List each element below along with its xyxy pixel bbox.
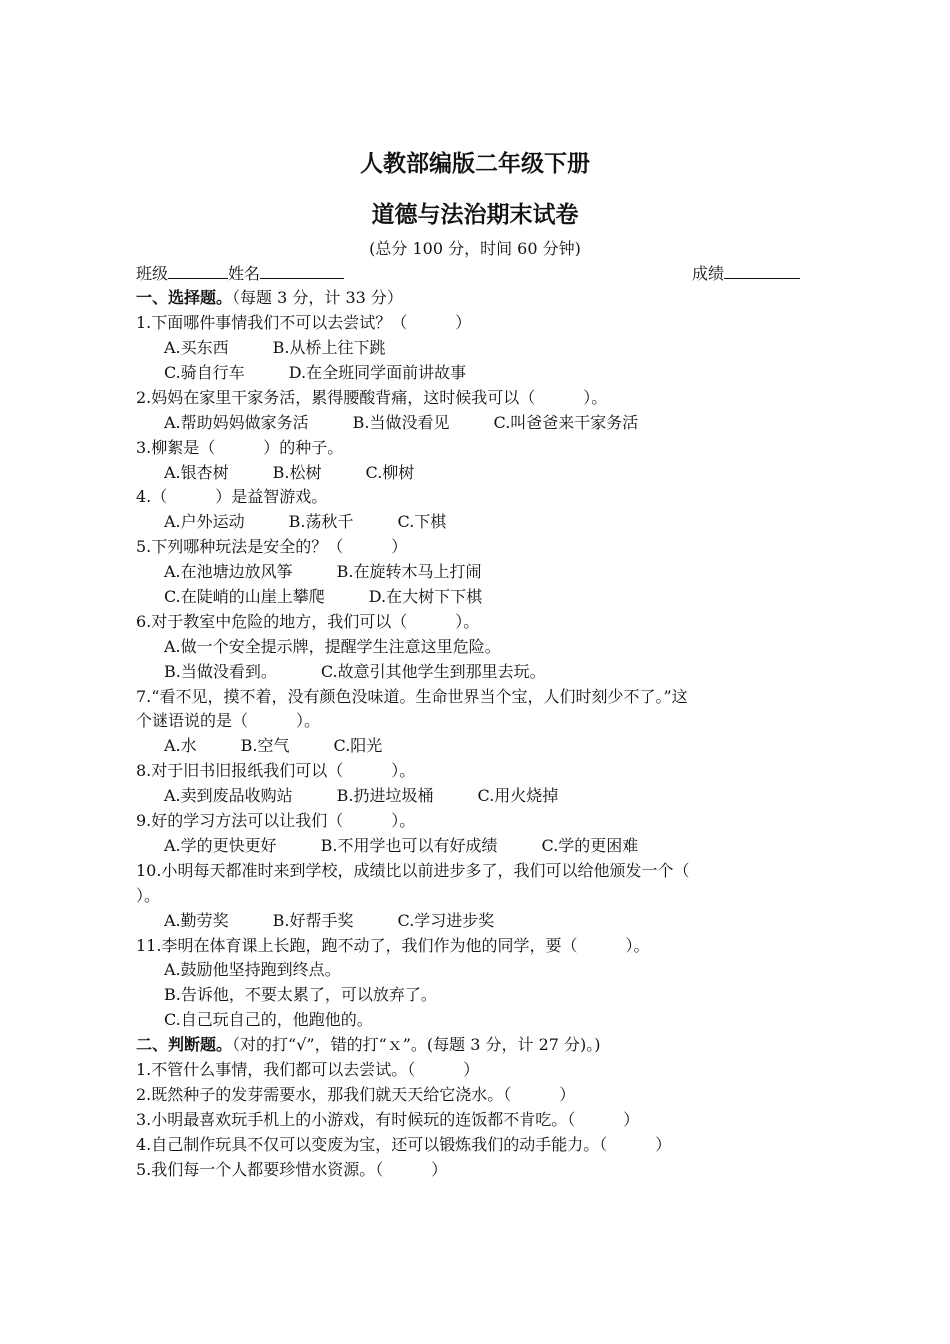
option: B.告诉他，不要太累了，可以放弃了。 [164, 985, 437, 1004]
option: C.在陡峭的山崖上攀爬 [164, 587, 325, 606]
name-label: 姓名 [228, 264, 261, 283]
question-stem: 3.柳絮是（ ）的种子。 [136, 438, 344, 457]
options-row [164, 661, 546, 683]
option: A.学的更快更好 [164, 836, 277, 855]
score-blank [724, 262, 800, 279]
options-row [164, 561, 482, 583]
option: C.学的更困难 [541, 836, 639, 855]
option: C.学习进步奖 [397, 911, 495, 930]
exam-title-line2: 道德与法治期末试卷 [371, 202, 579, 228]
option: A.买东西 [164, 338, 229, 357]
section1-note: （每题 3 分，计 33 分） [232, 288, 403, 307]
option: C.叫爸爸来干家务活 [493, 413, 639, 432]
question-stem: 11.李明在体育课上长跑，跑不动了，我们作为他的同学，要（ ）。 [136, 936, 650, 955]
judgment-item: 1.不管什么事情，我们都可以去尝试。（ ） [136, 1060, 480, 1079]
option: B.在旋转木马上打闹 [336, 562, 482, 581]
options-row [164, 412, 638, 434]
option: B.从桥上往下跳 [272, 338, 386, 357]
option: A.做一个安全提示牌，提醒学生注意这里危险。 [164, 637, 501, 656]
option: C.下棋 [397, 512, 447, 531]
question-stem: 5.下列哪种玩法是安全的？（ ） [136, 537, 408, 556]
question-stem: 6.对于教室中危险的地方，我们可以（ ）。 [136, 612, 480, 631]
options-row [164, 910, 494, 932]
options-row [164, 636, 501, 658]
option: A.鼓励他坚持跑到终点。 [164, 960, 341, 979]
option: A.银杏树 [164, 463, 229, 482]
name-blank [260, 262, 344, 279]
question-stem: 1.下面哪件事情我们不可以去尝试？（ ） [136, 313, 472, 332]
option: D.在全班同学面前讲故事 [288, 363, 467, 382]
option: B.荡秋千 [288, 512, 354, 531]
options-row [164, 337, 386, 359]
section1-heading [136, 287, 403, 309]
question-stem: 2.妈妈在家里干家务活，累得腰酸背痛，这时候我可以（ ）。 [136, 388, 608, 407]
options-row [164, 1009, 373, 1031]
exam-title-line1: 人教部编版二年级下册 [360, 151, 590, 177]
student-info-row [136, 262, 808, 285]
question-stem-cont: ）。 [136, 886, 161, 905]
judgment-item: 5.我们每一个人都要珍惜水资源。（ ） [136, 1160, 448, 1179]
option: C.骑自行车 [164, 363, 245, 382]
question-stem: 7.“看不见，摸不着，没有颜色没味道。生命世界当个宝，人们时刻少不了。”这 [136, 687, 688, 706]
question-stem: 8.对于旧书旧报纸我们可以（ ）。 [136, 761, 416, 780]
options-row [164, 362, 466, 384]
section1-title: 一、选择题。 [136, 288, 233, 307]
options-row [164, 735, 382, 757]
class-label: 班级 [136, 264, 169, 283]
option: B.好帮手奖 [272, 911, 354, 930]
option: A.户外运动 [164, 512, 245, 531]
option: D.在大树下下棋 [368, 587, 483, 606]
option: B.当做没看见 [352, 413, 450, 432]
question-stem: 9.好的学习方法可以让我们（ ）。 [136, 811, 416, 830]
section2-note: （对的打“√”，错的打“ｘ”。(每题 3 分，计 27 分)。) [232, 1035, 601, 1054]
option: A.在池塘边放风筝 [164, 562, 293, 581]
option: C.柳树 [365, 463, 415, 482]
score-label: 成绩 [692, 264, 725, 283]
option: C.阳光 [333, 736, 383, 755]
option: C.用火烧掉 [477, 786, 559, 805]
section2-heading [136, 1034, 601, 1056]
class-blank [168, 262, 228, 279]
option: A.卖到废品收购站 [164, 786, 293, 805]
question-stem: 10.小明每天都准时来到学校，成绩比以前进步多了，我们可以给他颁发一个（ [136, 861, 690, 880]
options-row [164, 586, 482, 608]
option: A.水 [164, 736, 197, 755]
judgment-item: 2.既然种子的发芽需要水，那我们就天天给它浇水。（ ） [136, 1085, 576, 1104]
section2-title: 二、判断题。 [136, 1035, 233, 1054]
option: B.当做没看到。 [164, 662, 277, 681]
question-stem: 4.（ ）是益智游戏。 [136, 487, 328, 506]
options-row [164, 984, 437, 1006]
judgment-item: 4.自己制作玩具不仅可以变废为宝，还可以锻炼我们的动手能力。（ ） [136, 1135, 672, 1154]
options-row [164, 511, 446, 533]
option: C.自己玩自己的，他跑他的。 [164, 1010, 373, 1029]
question-stem-cont: 个谜语说的是（ ）。 [136, 711, 321, 730]
options-row [164, 785, 558, 807]
option: B.松树 [272, 463, 322, 482]
options-row [164, 462, 414, 484]
option: A.帮助妈妈做家务活 [164, 413, 309, 432]
option: B.空气 [240, 736, 290, 755]
options-row [164, 835, 638, 857]
option: B.不用学也可以有好成绩 [320, 836, 498, 855]
judgment-item: 3.小明最喜欢玩手机上的小游戏，有时候玩的连饭都不肯吃。（ ） [136, 1110, 640, 1129]
options-row [164, 959, 341, 981]
grade-box [692, 262, 800, 285]
option: C.故意引其他学生到那里去玩。 [320, 662, 546, 681]
option: A.勤劳奖 [164, 911, 229, 930]
score-note: (总分 100 分，时间 60 分钟) [369, 239, 581, 258]
option: B.扔进垃圾桶 [336, 786, 434, 805]
